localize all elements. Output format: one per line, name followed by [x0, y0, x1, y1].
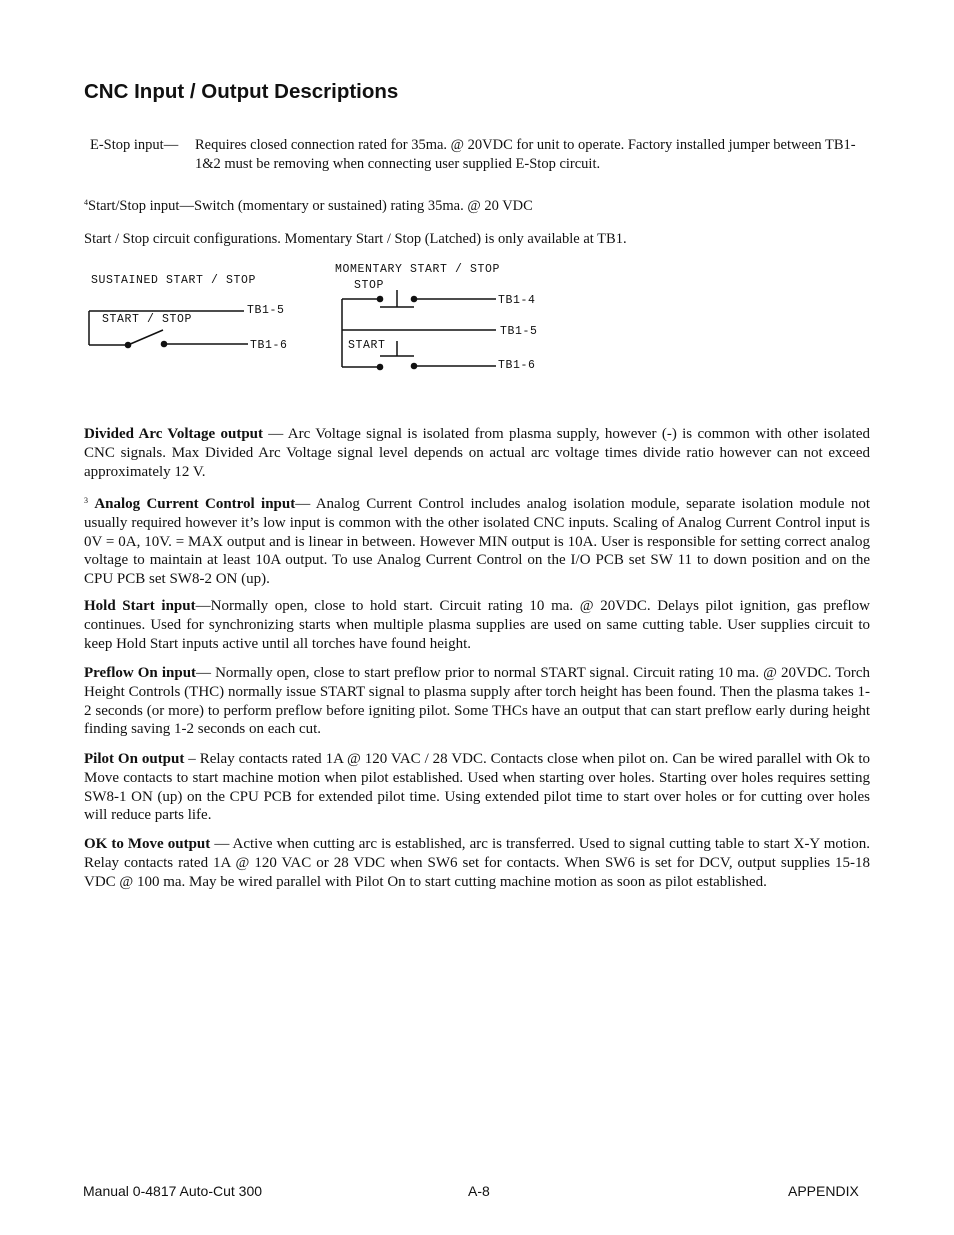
sustained-tb-bottom: TB1-6: [250, 339, 288, 352]
preflow-text: — Normally open, close to start preflow prior to normal START signal. Circuit rating 10 ma. @ 20VDC. Torch Height Controls (THC) normally issue START signal to plasma supply after torch height has been found. Then the plasma takes 1-2 seconds (or more) to perform preflow before igniting pilot. Some THCs have an output that can start preflow early during height finding saving 1-2 seconds on each cut.: [84, 665, 870, 738]
ok-to-move-paragraph: [84, 835, 870, 891]
switch-contact-dot: [125, 342, 132, 349]
start-stop-wiring-diagram: [0, 255, 600, 385]
stop-label: STOP: [354, 279, 385, 292]
estop-label: E-Stop input—: [90, 137, 179, 153]
startstop-text: Start/Stop input—Switch (momentary or sustained) rating 35ma. @ 20 VDC: [88, 198, 533, 214]
pilot-title: Pilot On output: [84, 751, 185, 767]
footer-page-number: A-8: [468, 1183, 490, 1199]
footnote-marker: 3: [84, 496, 88, 505]
config-line: Start / Stop circuit configurations. Momentary Start / Stop (Latched) is only available at TB1.: [84, 231, 627, 247]
pilot-text: – Relay contacts rated 1A @ 120 VAC / 28 VDC. Contacts close when pilot on. Can be wired parallel with Ok to Move contacts to start machine motion when pilot established. Used when starting over holes. Starting over holes requires setting SW8-1 ON (up) on the CPU PCB for extended pilot time. Using extended pilot time to start over holes or for cutting over holes will reduce parts life.: [84, 751, 870, 824]
sustained-tb-top: TB1-5: [247, 304, 285, 317]
hold-start-paragraph: [84, 597, 870, 653]
pilot-on-paragraph: [84, 750, 870, 825]
start-label: START: [348, 339, 386, 352]
footer-manual: Manual 0-4817 Auto-Cut 300: [83, 1183, 263, 1199]
hold-text: —Normally open, close to hold start. Circuit rating 10 ma. @ 20VDC. Delays pilot ignition, gas preflow continues. Used for synchronizing starts when multiple plasma supplies are used on same cutting table. User supplies circuit to keep Hold Start inputs active until all torches have found height.: [84, 598, 870, 652]
okmove-title: OK to Move output: [84, 836, 211, 852]
momentary-tb3: TB1-6: [498, 359, 536, 372]
start-contact-dot: [411, 363, 418, 370]
momentary-tb1: TB1-4: [498, 294, 536, 307]
preflow-paragraph: [84, 664, 870, 739]
hold-title: Hold Start input: [84, 598, 196, 614]
analog-current-paragraph: [84, 492, 870, 589]
page-title: CNC Input / Output Descriptions: [84, 80, 399, 103]
switch-lever: [128, 330, 163, 345]
divided-text: — Arc Voltage signal is isolated from plasma supply, however (-) is common with other isolated CNC signals. Max Divided Arc Voltage signal level depends on actual arc voltage times divide ratio however can not exceed approximately 12 V.: [84, 426, 870, 480]
switch-contact-dot: [161, 341, 168, 348]
sustained-title: SUSTAINED START / STOP: [91, 274, 257, 287]
momentary-tb2: TB1-5: [500, 325, 538, 338]
startstop-line: [84, 193, 533, 216]
estop-text: Requires closed connection rated for 35ma. @ 20VDC for unit to operate. Factory installed jumper between TB1-1&2 must be removing when connecting user supplied E-Stop circuit.: [195, 137, 856, 172]
analog-title: Analog Current Control input: [94, 496, 296, 512]
momentary-title: MOMENTARY START / STOP: [335, 263, 501, 276]
sustained-switch-label: START / STOP: [102, 313, 193, 326]
stop-contact-dot: [411, 296, 418, 303]
stop-contact-dot: [377, 296, 384, 303]
footnote-marker: 4: [84, 198, 88, 207]
divided-arc-voltage-paragraph: [84, 425, 870, 481]
okmove-text: — Active when cutting arc is established, arc is transferred. Used to signal cutting table to start X-Y motion. Relay contacts rated 1A @ 120 VAC or 28 VDC when SW6 set for contacts. When SW6 is set for DCV, output supplies 15-18 VDC @ 100 ma. May be wired parallel with Pilot On to start cutting machine motion as soon as pilot established.: [84, 836, 870, 890]
divided-title: Divided Arc Voltage output: [84, 426, 263, 442]
start-contact-dot: [377, 364, 384, 371]
footer-section: APPENDIX: [788, 1183, 859, 1199]
momentary-circuit-lines: [342, 290, 496, 367]
analog-text: — Analog Current Control includes analog isolation module, separate isolation module not usually required however it’s low input is common with the other isolated CNC inputs. Scaling of Analog Current Control input is 0V = 0A, 10V. = MAX output and is linear in between. However MIN output is 10A. User is responsible for setting correct analog voltage to maintain at least 10A output. To use Analog Current Control on the I/O PCB set SW 11 to down position and on the CPU PCB set SW8-2 ON (up).: [84, 496, 870, 588]
preflow-title: Preflow On input: [84, 665, 197, 681]
